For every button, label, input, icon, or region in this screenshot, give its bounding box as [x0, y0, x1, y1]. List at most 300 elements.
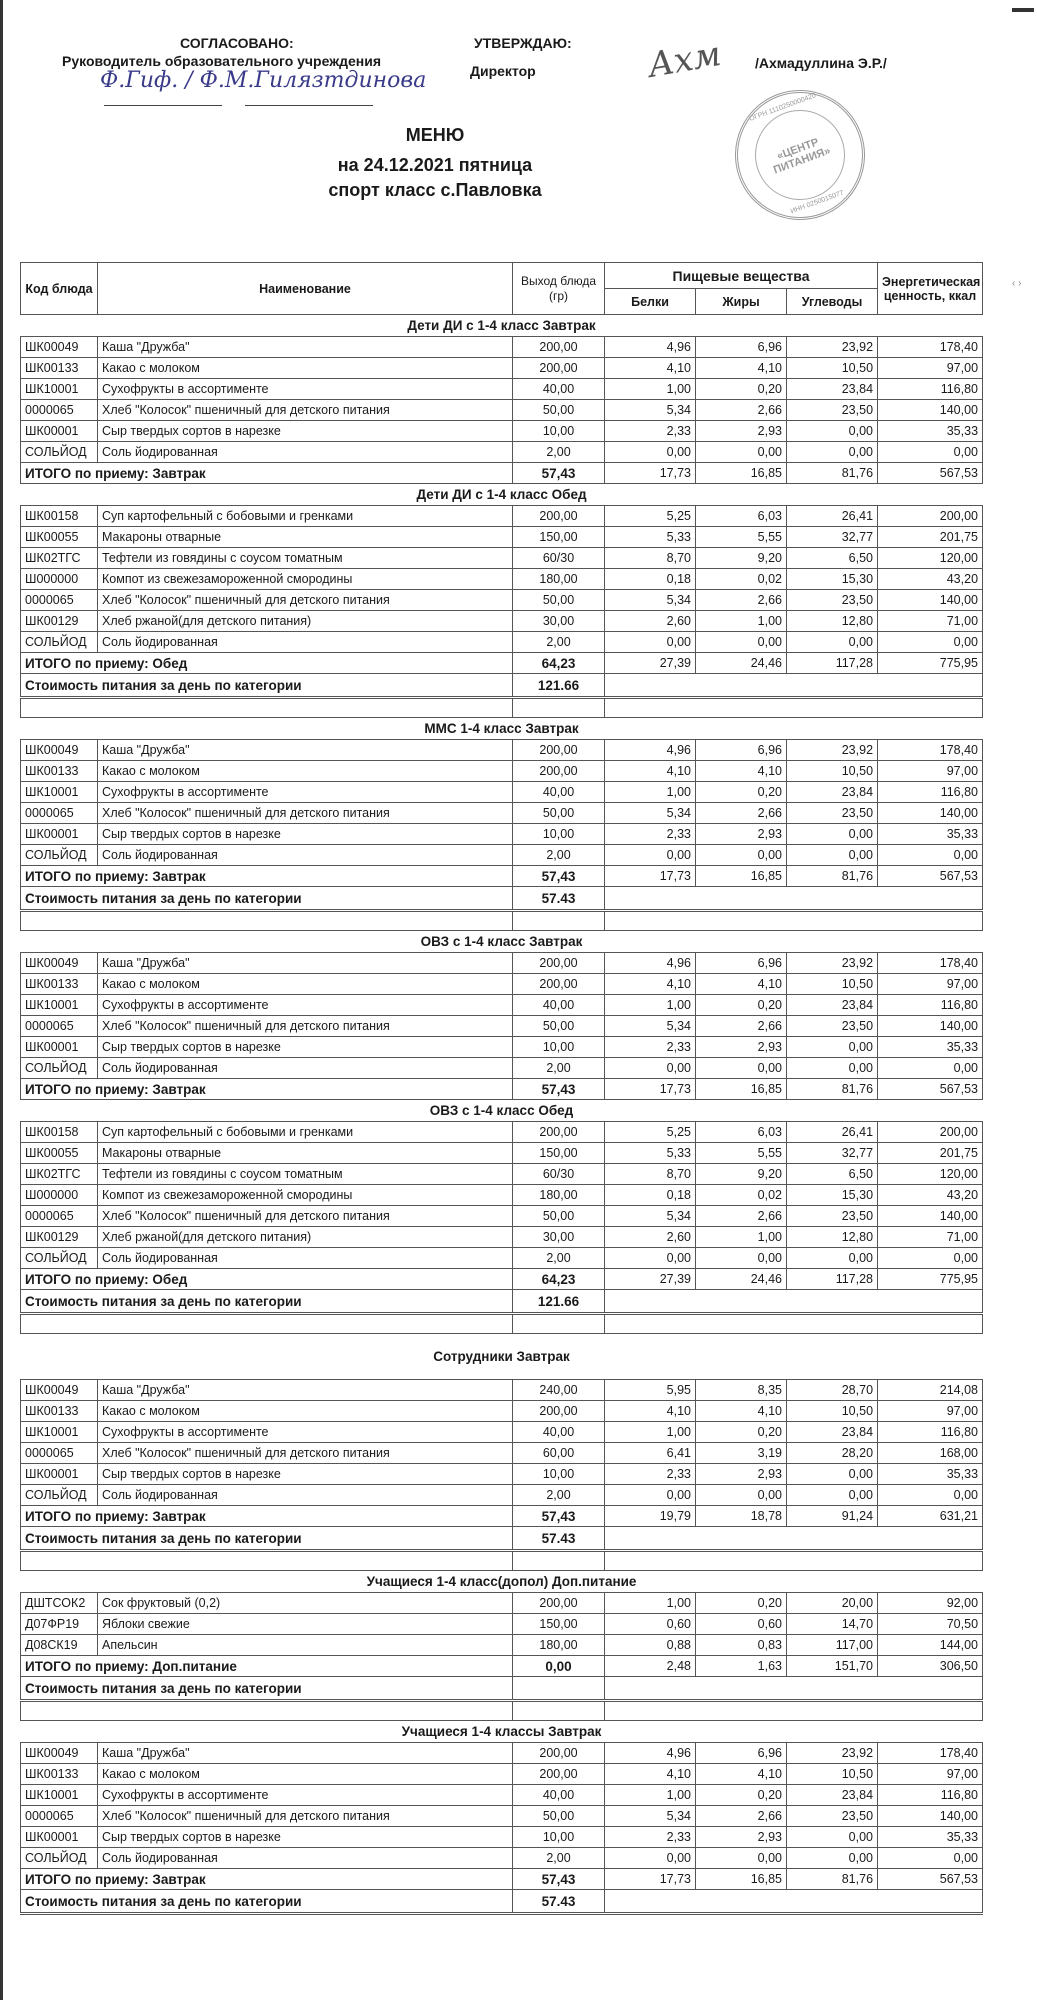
signature-line [245, 105, 373, 106]
energy-value: 120,00 [878, 548, 983, 569]
section-title: ОВЗ с 1-4 класс Обед [21, 1100, 983, 1122]
energy-value: 178,40 [878, 337, 983, 358]
total-output: 64,23 [513, 653, 605, 674]
dish-code: ШК00133 [21, 1764, 98, 1785]
fats-value: 2,66 [696, 803, 787, 824]
cost-empty [605, 1890, 983, 1914]
proteins-value: 1,00 [605, 1422, 696, 1443]
dish-output: 40,00 [513, 1785, 605, 1806]
empty-cell [21, 1551, 513, 1571]
fats-value: 4,10 [696, 1401, 787, 1422]
dish-name: Хлеб "Колосок" пшеничный для детского питания [98, 1016, 513, 1037]
dish-code: ШК00133 [21, 358, 98, 379]
dish-name: Соль йодированная [98, 1485, 513, 1506]
dish-code: ШК00055 [21, 1143, 98, 1164]
proteins-value: 0,18 [605, 1185, 696, 1206]
dish-code: ШК00049 [21, 740, 98, 761]
table-row [21, 824, 983, 845]
section-title: ОВЗ с 1-4 класс Завтрак [21, 931, 983, 953]
total-fats: 16,85 [696, 463, 787, 484]
col-header-nutrients: Пищевые вещества [605, 263, 878, 289]
cost-row [21, 887, 983, 911]
proteins-value: 5,34 [605, 590, 696, 611]
dish-name: Сухофрукты в ассортименте [98, 1785, 513, 1806]
total-proteins: 2,48 [605, 1656, 696, 1677]
dish-code: 0000065 [21, 400, 98, 421]
proteins-value: 2,60 [605, 611, 696, 632]
fats-value: 2,66 [696, 400, 787, 421]
menu-table [20, 262, 983, 1915]
total-row [21, 866, 983, 887]
dish-name: Хлеб "Колосок" пшеничный для детского питания [98, 400, 513, 421]
fats-value: 0,20 [696, 379, 787, 400]
proteins-value: 2,33 [605, 1827, 696, 1848]
table-row [21, 995, 983, 1016]
cost-row [21, 1527, 983, 1551]
dish-output: 10,00 [513, 1464, 605, 1485]
total-carbs: 81,76 [787, 1869, 878, 1890]
table-row [21, 1443, 983, 1464]
total-label: ИТОГО по приему: Завтрак [21, 1079, 513, 1100]
total-output: 57,43 [513, 866, 605, 887]
fats-value: 2,93 [696, 1037, 787, 1058]
dish-name: Каша "Дружба" [98, 1380, 513, 1401]
energy-value: 140,00 [878, 400, 983, 421]
dish-name: Компот из свежезамороженной смородины [98, 1185, 513, 1206]
carbs-value: 0,00 [787, 1464, 878, 1485]
table-row [21, 1122, 983, 1143]
total-carbs: 81,76 [787, 866, 878, 887]
dish-code: ШК00133 [21, 761, 98, 782]
table-row [21, 527, 983, 548]
carbs-value: 0,00 [787, 845, 878, 866]
carbs-value: 0,00 [787, 632, 878, 653]
proteins-value: 4,96 [605, 1743, 696, 1764]
total-row [21, 653, 983, 674]
fats-value: 1,00 [696, 611, 787, 632]
fats-value: 2,93 [696, 1827, 787, 1848]
energy-value: 178,40 [878, 740, 983, 761]
total-output: 0,00 [513, 1656, 605, 1677]
carbs-value: 10,50 [787, 1764, 878, 1785]
total-carbs: 151,70 [787, 1656, 878, 1677]
section-title: Учащиеся 1-4 класс(допол) Доп.питание [21, 1571, 983, 1593]
energy-value: 43,20 [878, 1185, 983, 1206]
cost-value: 57.43 [513, 1890, 605, 1914]
dish-code: ШК00129 [21, 1227, 98, 1248]
energy-value: 0,00 [878, 632, 983, 653]
dish-code: ШК00049 [21, 1380, 98, 1401]
section-title-row [21, 1334, 983, 1380]
section-title-row [21, 718, 983, 740]
carbs-value: 32,77 [787, 527, 878, 548]
total-fats: 1,63 [696, 1656, 787, 1677]
total-energy: 567,53 [878, 1869, 983, 1890]
carbs-value: 12,80 [787, 611, 878, 632]
cost-empty [605, 1527, 983, 1551]
energy-value: 168,00 [878, 1443, 983, 1464]
energy-value: 214,08 [878, 1380, 983, 1401]
fats-value: 2,66 [696, 590, 787, 611]
empty-cell [605, 1701, 983, 1721]
total-output: 57,43 [513, 1506, 605, 1527]
carbs-value: 23,84 [787, 995, 878, 1016]
total-fats: 16,85 [696, 1079, 787, 1100]
fats-value: 0,00 [696, 1058, 787, 1079]
dish-output: 2,00 [513, 1248, 605, 1269]
dish-name: Какао с молоком [98, 1401, 513, 1422]
carbs-value: 23,50 [787, 803, 878, 824]
carbs-value: 0,00 [787, 1037, 878, 1058]
carbs-value: 10,50 [787, 358, 878, 379]
proteins-value: 4,10 [605, 1764, 696, 1785]
agreed-position: Руководитель образовательного учреждения [62, 53, 382, 69]
proteins-value: 0,00 [605, 1848, 696, 1869]
fats-value: 0,00 [696, 442, 787, 463]
proteins-value: 1,00 [605, 782, 696, 803]
carbs-value: 15,30 [787, 1185, 878, 1206]
dish-output: 10,00 [513, 421, 605, 442]
dish-name: Соль йодированная [98, 1848, 513, 1869]
dish-name: Суп картофельный с бобовыми и гренками [98, 1122, 513, 1143]
dish-name: Тефтели из говядины с соусом томатным [98, 548, 513, 569]
total-fats: 24,46 [696, 653, 787, 674]
carbs-value: 26,41 [787, 506, 878, 527]
cost-empty [605, 1677, 983, 1701]
table-row [21, 1401, 983, 1422]
dish-code: Ш000000 [21, 1185, 98, 1206]
total-carbs: 91,24 [787, 1506, 878, 1527]
table-row [21, 379, 983, 400]
dish-name: Хлеб "Колосок" пшеничный для детского питания [98, 803, 513, 824]
dish-name: Сухофрукты в ассортименте [98, 379, 513, 400]
proteins-value: 5,34 [605, 1206, 696, 1227]
table-row [21, 1185, 983, 1206]
carbs-value: 10,50 [787, 761, 878, 782]
table-row [21, 337, 983, 358]
energy-value: 0,00 [878, 1848, 983, 1869]
empty-cell [513, 1551, 605, 1571]
dish-output: 50,00 [513, 1806, 605, 1827]
total-label: ИТОГО по приему: Завтрак [21, 866, 513, 887]
section-title-row [21, 484, 983, 506]
dish-code: ШК10001 [21, 379, 98, 400]
total-carbs: 81,76 [787, 463, 878, 484]
stamp-ogrn: ОГРН 1110250000420 [748, 92, 818, 123]
dish-name: Макароны отварные [98, 1143, 513, 1164]
section-title: Учащиеся 1-4 классы Завтрак [21, 1721, 983, 1743]
proteins-value: 0,00 [605, 1248, 696, 1269]
energy-value: 0,00 [878, 845, 983, 866]
fats-value: 9,20 [696, 1164, 787, 1185]
energy-value: 120,00 [878, 1164, 983, 1185]
cost-value: 57.43 [513, 887, 605, 911]
table-row [21, 590, 983, 611]
fats-value: 6,96 [696, 953, 787, 974]
fats-value: 0,00 [696, 1848, 787, 1869]
fats-value: 6,96 [696, 740, 787, 761]
proteins-value: 4,10 [605, 1401, 696, 1422]
fats-value: 0,20 [696, 782, 787, 803]
dish-output: 200,00 [513, 506, 605, 527]
table-row [21, 1380, 983, 1401]
table-row [21, 1806, 983, 1827]
energy-value: 35,33 [878, 1827, 983, 1848]
energy-value: 97,00 [878, 1764, 983, 1785]
dish-code: 0000065 [21, 1443, 98, 1464]
total-output: 64,23 [513, 1269, 605, 1290]
dish-name: Сухофрукты в ассортименте [98, 782, 513, 803]
energy-value: 70,50 [878, 1614, 983, 1635]
table-row [21, 803, 983, 824]
table-row [21, 1016, 983, 1037]
table-row [21, 1764, 983, 1785]
total-output: 57,43 [513, 1079, 605, 1100]
dish-output: 200,00 [513, 974, 605, 995]
table-row [21, 421, 983, 442]
stamp-inn: ИНН 0250015077 [789, 189, 845, 216]
energy-value: 0,00 [878, 442, 983, 463]
dish-output: 10,00 [513, 1827, 605, 1848]
carbs-value: 23,92 [787, 1743, 878, 1764]
proteins-value: 0,00 [605, 1485, 696, 1506]
energy-value: 116,80 [878, 1422, 983, 1443]
carbs-value: 28,70 [787, 1380, 878, 1401]
carbs-value: 0,00 [787, 421, 878, 442]
doc-title: МЕНЮ [405, 125, 465, 145]
total-row [21, 1656, 983, 1677]
doc-date: на 24.12.2021 пятница [337, 155, 533, 175]
carbs-value: 15,30 [787, 569, 878, 590]
dish-output: 200,00 [513, 358, 605, 379]
carbs-value: 23,84 [787, 782, 878, 803]
table-row [21, 761, 983, 782]
dish-output: 40,00 [513, 782, 605, 803]
dish-output: 200,00 [513, 740, 605, 761]
dish-name: Апельсин [98, 1635, 513, 1656]
carbs-value: 0,00 [787, 1485, 878, 1506]
empty-row [21, 698, 983, 718]
director-signature: Ахм [645, 33, 725, 87]
cost-label: Стоимость питания за день по категории [21, 1677, 513, 1701]
proteins-value: 5,95 [605, 1380, 696, 1401]
document-header [0, 0, 1037, 255]
dish-name: Сок фруктовый (0,2) [98, 1593, 513, 1614]
table-row [21, 1164, 983, 1185]
proteins-value: 1,00 [605, 995, 696, 1016]
dish-name: Каша "Дружба" [98, 1743, 513, 1764]
approve-title: УТВЕРЖДАЮ: [474, 35, 572, 51]
dish-code: ШК00001 [21, 1464, 98, 1485]
dish-name: Соль йодированная [98, 442, 513, 463]
dish-code: ШК00049 [21, 337, 98, 358]
fats-value: 8,35 [696, 1380, 787, 1401]
dish-name: Сыр твердых сортов в нарезке [98, 1037, 513, 1058]
dish-name: Хлеб "Колосок" пшеничный для детского питания [98, 1206, 513, 1227]
dish-output: 50,00 [513, 1206, 605, 1227]
fats-value: 0,00 [696, 1485, 787, 1506]
dish-code: ШК10001 [21, 995, 98, 1016]
table-row [21, 953, 983, 974]
energy-value: 140,00 [878, 803, 983, 824]
fats-value: 0,20 [696, 995, 787, 1016]
fats-value: 0,02 [696, 1185, 787, 1206]
total-row [21, 463, 983, 484]
dish-code: ШК00001 [21, 1037, 98, 1058]
total-label: ИТОГО по приему: Обед [21, 653, 513, 674]
energy-value: 116,80 [878, 379, 983, 400]
energy-value: 35,33 [878, 1037, 983, 1058]
dish-code: Д07ФР19 [21, 1614, 98, 1635]
proteins-value: 5,34 [605, 1806, 696, 1827]
dish-name: Макароны отварные [98, 527, 513, 548]
dish-name: Хлеб ржаной(для детского питания) [98, 611, 513, 632]
cost-label: Стоимость питания за день по категории [21, 887, 513, 911]
cost-row [21, 674, 983, 698]
energy-value: 116,80 [878, 1785, 983, 1806]
dish-name: Соль йодированная [98, 1248, 513, 1269]
proteins-value: 4,96 [605, 740, 696, 761]
proteins-value: 0,88 [605, 1635, 696, 1656]
energy-value: 116,80 [878, 782, 983, 803]
proteins-value: 0,60 [605, 1614, 696, 1635]
carbs-value: 0,00 [787, 1848, 878, 1869]
carbs-value: 23,92 [787, 953, 878, 974]
dish-code: ШК00001 [21, 824, 98, 845]
total-proteins: 19,79 [605, 1506, 696, 1527]
dish-name: Компот из свежезамороженной смородины [98, 569, 513, 590]
fats-value: 4,10 [696, 974, 787, 995]
agreed-title: СОГЛАСОВАНО: [180, 35, 294, 51]
fats-value: 9,20 [696, 548, 787, 569]
cost-label: Стоимость питания за день по категории [21, 1890, 513, 1914]
table-row [21, 1037, 983, 1058]
section-title-row [21, 931, 983, 953]
table-row [21, 1464, 983, 1485]
dish-output: 2,00 [513, 1485, 605, 1506]
dish-code: ШК00158 [21, 1122, 98, 1143]
cost-value [513, 1677, 605, 1701]
empty-row [21, 1701, 983, 1721]
total-proteins: 17,73 [605, 463, 696, 484]
dish-output: 150,00 [513, 1614, 605, 1635]
cost-label: Стоимость питания за день по категории [21, 674, 513, 698]
section-title: ММС 1-4 класс Завтрак [21, 718, 983, 740]
col-header-fats: Жиры [696, 289, 787, 315]
total-energy: 775,95 [878, 1269, 983, 1290]
table-row [21, 845, 983, 866]
table-row [21, 442, 983, 463]
dish-output: 50,00 [513, 400, 605, 421]
fats-value: 0,60 [696, 1614, 787, 1635]
carbs-value: 20,00 [787, 1593, 878, 1614]
fats-value: 1,00 [696, 1227, 787, 1248]
proteins-value: 5,34 [605, 1016, 696, 1037]
cost-value: 121.66 [513, 674, 605, 698]
proteins-value: 5,25 [605, 506, 696, 527]
scan-left-edge [0, 0, 3, 2000]
proteins-value: 5,33 [605, 527, 696, 548]
fats-value: 2,93 [696, 1464, 787, 1485]
energy-value: 140,00 [878, 1806, 983, 1827]
fats-value: 2,66 [696, 1806, 787, 1827]
col-header-output: Выход блюда (гр) [513, 263, 605, 315]
total-energy: 306,50 [878, 1656, 983, 1677]
fats-value: 2,93 [696, 824, 787, 845]
proteins-value: 4,96 [605, 337, 696, 358]
proteins-value: 0,00 [605, 442, 696, 463]
empty-cell [513, 1314, 605, 1334]
carbs-value: 0,00 [787, 1827, 878, 1848]
dish-name: Тефтели из говядины с соусом томатным [98, 1164, 513, 1185]
dish-code: СОЛЬЙОД [21, 1485, 98, 1506]
total-proteins: 17,73 [605, 1079, 696, 1100]
total-output: 57,43 [513, 1869, 605, 1890]
dish-code: СОЛЬЙОД [21, 1248, 98, 1269]
fats-value: 0,02 [696, 569, 787, 590]
dish-output: 60,00 [513, 1443, 605, 1464]
carbs-value: 117,00 [787, 1635, 878, 1656]
energy-value: 201,75 [878, 527, 983, 548]
energy-value: 71,00 [878, 1227, 983, 1248]
section-title: Сотрудники Завтрак [21, 1334, 983, 1380]
proteins-value: 1,00 [605, 1785, 696, 1806]
dish-output: 200,00 [513, 1764, 605, 1785]
dish-output: 40,00 [513, 379, 605, 400]
section-title: Дети ДИ с 1-4 класс Обед [21, 484, 983, 506]
stamp-text: «ЦЕНТР ПИТАНИЯ» [771, 136, 833, 177]
energy-value: 140,00 [878, 1206, 983, 1227]
total-row [21, 1869, 983, 1890]
table-row [21, 400, 983, 421]
dish-name: Сыр твердых сортов в нарезке [98, 824, 513, 845]
dish-code: Ш000000 [21, 569, 98, 590]
table-row [21, 358, 983, 379]
fats-value: 0,20 [696, 1785, 787, 1806]
carbs-value: 6,50 [787, 1164, 878, 1185]
cost-value: 121.66 [513, 1290, 605, 1314]
total-row [21, 1269, 983, 1290]
table-row [21, 1743, 983, 1764]
total-energy: 631,21 [878, 1506, 983, 1527]
table-row [21, 974, 983, 995]
carbs-value: 28,20 [787, 1443, 878, 1464]
total-label: ИТОГО по приему: Доп.питание [21, 1656, 513, 1677]
dish-code: ШК00129 [21, 611, 98, 632]
dish-output: 200,00 [513, 1593, 605, 1614]
table-row [21, 506, 983, 527]
dish-name: Соль йодированная [98, 845, 513, 866]
dish-code: ШК00049 [21, 1743, 98, 1764]
carbs-value: 23,92 [787, 740, 878, 761]
empty-cell [21, 698, 513, 718]
proteins-value: 5,34 [605, 803, 696, 824]
dish-code: ШК00158 [21, 506, 98, 527]
table-row [21, 569, 983, 590]
dish-output: 40,00 [513, 995, 605, 1016]
proteins-value: 2,33 [605, 824, 696, 845]
cost-row [21, 1677, 983, 1701]
fats-value: 6,03 [696, 1122, 787, 1143]
empty-row [21, 1551, 983, 1571]
dish-output: 30,00 [513, 1227, 605, 1248]
proteins-value: 8,70 [605, 1164, 696, 1185]
dish-output: 30,00 [513, 611, 605, 632]
proteins-value: 2,60 [605, 1227, 696, 1248]
total-proteins: 17,73 [605, 1869, 696, 1890]
fats-value: 0,00 [696, 632, 787, 653]
dish-name: Сыр твердых сортов в нарезке [98, 1827, 513, 1848]
